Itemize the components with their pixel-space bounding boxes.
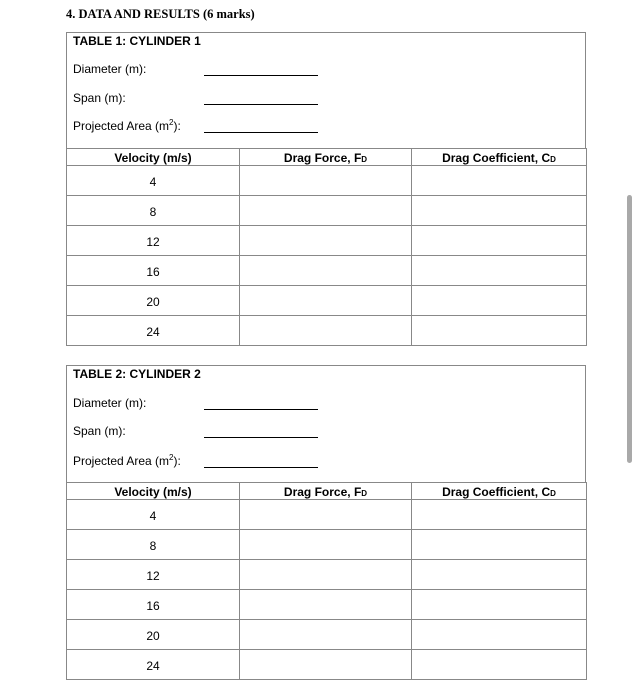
velocity-cell: 24 xyxy=(67,316,240,346)
drag-coefficient-header: Drag Coefficient, CD xyxy=(412,149,587,166)
velocity-cell: 24 xyxy=(67,650,240,680)
header-row xyxy=(67,483,587,500)
projected-area-blank[interactable] xyxy=(204,132,318,133)
drag-coefficient-header: Drag Coefficient, CD xyxy=(412,483,587,500)
diameter-blank[interactable] xyxy=(204,409,318,410)
velocity-cell: 4 xyxy=(67,166,240,196)
section-heading: 4. DATA AND RESULTS (6 marks) xyxy=(66,7,255,21)
drag-force-header: Drag Force, FD xyxy=(240,149,412,166)
table-row xyxy=(67,196,587,226)
drag-force-header: Drag Force, FD xyxy=(240,483,412,500)
table-row xyxy=(67,316,587,346)
drag-coefficient-cell[interactable] xyxy=(412,560,587,590)
projected-area-blank[interactable] xyxy=(204,467,318,468)
table-row xyxy=(67,500,587,530)
table-row xyxy=(67,256,587,286)
velocity-cell: 20 xyxy=(67,620,240,650)
drag-force-cell[interactable] xyxy=(240,650,412,680)
vertical-scrollbar[interactable] xyxy=(627,195,632,463)
velocity-cell: 20 xyxy=(67,286,240,316)
span-label: Span (m): xyxy=(73,424,126,438)
drag-coefficient-cell[interactable] xyxy=(412,166,587,196)
velocity-cell: 16 xyxy=(67,590,240,620)
table-row xyxy=(67,560,587,590)
drag-force-cell[interactable] xyxy=(240,226,412,256)
drag-coefficient-cell[interactable] xyxy=(412,196,587,226)
drag-coefficient-cell[interactable] xyxy=(412,500,587,530)
drag-force-cell[interactable] xyxy=(240,166,412,196)
diameter-blank[interactable] xyxy=(204,75,318,76)
drag-force-cell[interactable] xyxy=(240,620,412,650)
velocity-cell: 8 xyxy=(67,530,240,560)
table-row xyxy=(67,166,587,196)
diameter-label: Diameter (m): xyxy=(73,396,147,410)
projected-area-label: Projected Area $(m^2)$: xyxy=(73,118,181,133)
drag-force-cell[interactable] xyxy=(240,196,412,226)
drag-force-cell[interactable] xyxy=(240,286,412,316)
drag-coefficient-cell[interactable] xyxy=(412,650,587,680)
velocity-cell: 16 xyxy=(67,256,240,286)
span-blank[interactable] xyxy=(204,104,318,105)
span-label: Span (m): xyxy=(73,91,126,105)
table-row xyxy=(67,530,587,560)
table-1-info-box xyxy=(66,32,586,149)
table-1-grid xyxy=(66,148,587,346)
drag-coefficient-cell[interactable] xyxy=(412,620,587,650)
table-row xyxy=(67,286,587,316)
table-row xyxy=(67,620,587,650)
table-1-title: TABLE 1: CYLINDER 1 xyxy=(73,34,201,48)
velocity-header: Velocity (m/s) xyxy=(67,483,240,500)
drag-coefficient-cell[interactable] xyxy=(412,590,587,620)
velocity-header: Velocity (m/s) xyxy=(67,149,240,166)
drag-coefficient-cell[interactable] xyxy=(412,316,587,346)
header-row xyxy=(67,149,587,166)
velocity-cell: 12 xyxy=(67,560,240,590)
table-2-grid xyxy=(66,482,587,680)
drag-force-cell[interactable] xyxy=(240,256,412,286)
velocity-cell: 12 xyxy=(67,226,240,256)
drag-force-cell[interactable] xyxy=(240,560,412,590)
table-row xyxy=(67,650,587,680)
drag-force-cell[interactable] xyxy=(240,530,412,560)
velocity-cell: 4 xyxy=(67,500,240,530)
drag-coefficient-cell[interactable] xyxy=(412,530,587,560)
table-2-info-box xyxy=(66,365,586,483)
drag-force-cell[interactable] xyxy=(240,316,412,346)
drag-coefficient-cell[interactable] xyxy=(412,256,587,286)
diameter-label: Diameter (m): xyxy=(73,62,147,76)
drag-force-cell[interactable] xyxy=(240,590,412,620)
projected-area-label: Projected Area $(m^2)$: xyxy=(73,453,181,468)
drag-coefficient-cell[interactable] xyxy=(412,226,587,256)
table-row xyxy=(67,590,587,620)
drag-force-cell[interactable] xyxy=(240,500,412,530)
table-2-title: TABLE 2: CYLINDER 2 xyxy=(73,367,201,381)
drag-coefficient-cell[interactable] xyxy=(412,286,587,316)
velocity-cell: 8 xyxy=(67,196,240,226)
table-row xyxy=(67,226,587,256)
span-blank[interactable] xyxy=(204,437,318,438)
